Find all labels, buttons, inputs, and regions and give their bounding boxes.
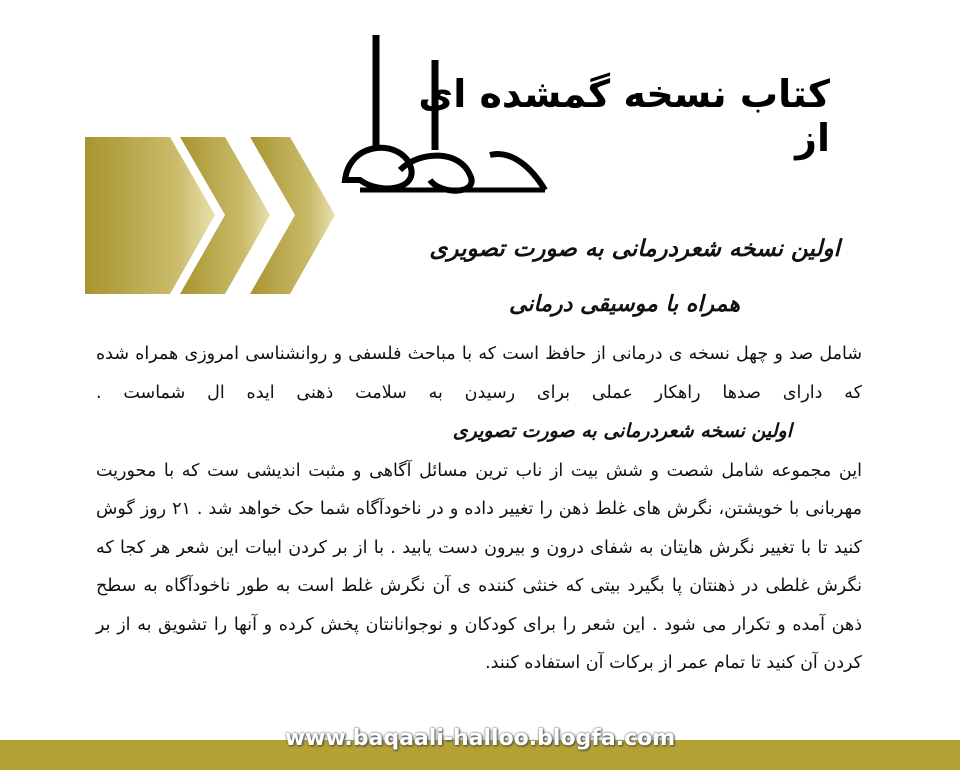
description-text [96,335,862,683]
chevron-arrows-graphic [85,137,340,294]
page-title: کتاب نسخه گمشده ای از [418,72,830,160]
subtitle-visual-poetry-therapy: اولین نسخه شعردرمانی به صورت تصویری [429,236,840,262]
paragraph-details: این مجموعه شامل شصت و شش بیت از ناب ترین مسائل آگاهی و مثبت اندیشی ست که با محوریت مهربانی با خویشتن، نگرش های غلط ذهن را تغییر داده و در ناخودآگاه شما حک خواهد شد . ۲۱ روز گوش کنید تا با تغییر نگرش هایتان به شفای درون و بیرون دست یابید . با از بر کردن ابیات این شعر هر کجا که نگرش غلطی در ذهنتان پا بگیرد بیتی که خنثی کننده ی آن نگرش غلط است به طور ناخودآگاه به سطح ذهن آمده و تکرار می شود . این شعر را برای کودکان و نوجوانانتان پخش کرده و آنها را تشویق به از بر کردن آن کنید تا تمام عمر از برکات آن استفاده کنند. [96,460,862,673]
footer-url: www.baqaali-halloo.blogfa.com [284,726,676,751]
subtitle-music-therapy: همراه با موسیقی درمانی [509,292,740,317]
paragraph-intro: شامل صد و چهل نسخه ی درمانی از حافظ است که با مباحث فلسفی و روانشناسی امروزی همراه شده که دارای صدها راهکار عملی برای رسیدن به سلامت ذهنی ایده ال شماست . [96,344,862,403]
inline-title: اولین نسخه شعردرمانی به صورت تصویری [452,420,792,442]
